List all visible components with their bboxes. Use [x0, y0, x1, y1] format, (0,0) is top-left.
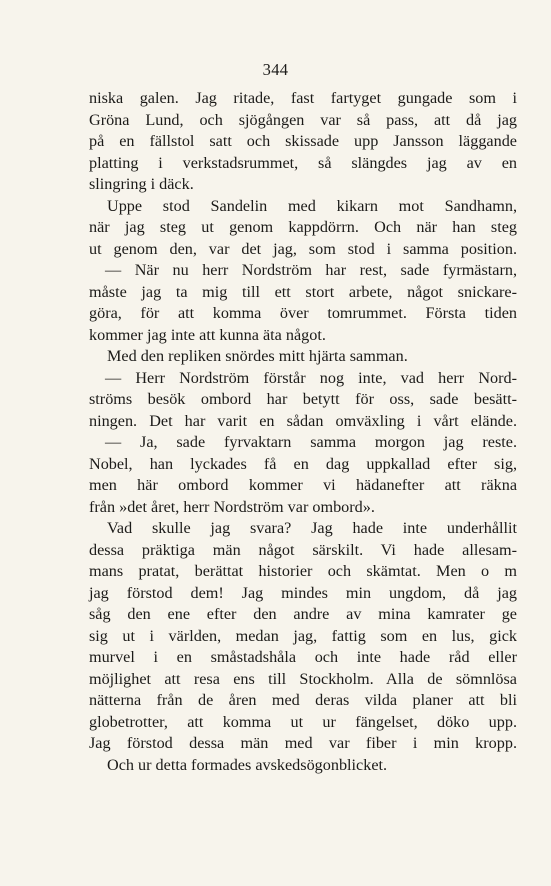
text-line: Nobel, han lyckades få en dag uppkallad efter sig, — [89, 454, 517, 473]
text-line: ströms besök ombord har betytt för oss, sade besätt- — [89, 390, 517, 408]
text-line: mans pratat, berättat historier och skämtat. Men o m — [89, 562, 517, 580]
text-line: ut genom den, var det jag, som stod i samma position. — [89, 239, 517, 258]
text-line: jag förstod dem! Jag mindes min ungdom, då jag — [89, 583, 517, 602]
text-line: kommer jag inte att kunna äta något. — [89, 325, 326, 344]
text-line: när jag steg ut genom kappdörrn. Och när han steg — [89, 218, 517, 236]
text-line: måste jag ta mig till ett stort arbete, något snickare- — [89, 282, 517, 301]
page-number: 344 — [262, 60, 289, 79]
text-line: sig ut i världen, medan jag, fattig som en lus, gick — [89, 626, 517, 645]
text-line: niska galen. Jag ritade, fast fartyget gungade som i — [89, 89, 517, 107]
text-line: på en fällstol satt och skissade upp Jansson läggande — [89, 132, 517, 150]
text-line: Jag förstod dessa män med var fiber i min kropp. — [89, 734, 517, 752]
text-line: möjlighet att resa ens till Stockholm. Alla de sömnlösa — [89, 669, 517, 688]
text-line: göra, för att komma över tomrummet. Första tiden — [89, 304, 517, 322]
body-text — [89, 88, 517, 776]
text-line: Med den repliken snördes mitt hjärta samman. — [107, 347, 408, 365]
text-line: — När nu herr Nordström har rest, sade fyrmästarn, — [105, 261, 517, 279]
text-line: Vad skulle jag svara? Jag hade inte underhållit — [107, 519, 517, 537]
text-line: — Herr Nordström förstår nog inte, vad herr Nord- — [105, 368, 517, 387]
text-line: — Ja, sade fyrvaktarn samma morgon jag reste. — [105, 433, 517, 451]
text-line: Uppe stod Sandelin med kikarn mot Sandhamn, — [107, 196, 517, 215]
text-line: från »det året, herr Nordström var ombord». — [89, 497, 375, 516]
text-line: murvel i en småstadshåla och inte hade råd eller — [89, 648, 517, 666]
text-line: dessa präktiga män något särskilt. Vi hade allesam- — [89, 540, 517, 559]
text-line: Gröna Lund, och sjögången var så pass, att då jag — [89, 110, 517, 129]
text-line: globetrotter, att komma ut ur fängelset, döko upp. — [89, 712, 517, 731]
text-line: ningen. Det har varit en sådan omväxling i vårt elände. — [89, 411, 517, 430]
text-line: slingring i däck. — [89, 175, 194, 193]
text-line: platting i verkstadsrummet, så slängdes jag av en — [89, 153, 517, 172]
text-line: men här ombord kommer vi hädanefter att räkna — [89, 476, 517, 494]
text-line: Och ur detta formades avskedsögonblicket. — [107, 755, 388, 774]
text-line: såg den ene efter den andre av mina kamrater ge — [89, 605, 517, 623]
text-line: nätterna från de åren med deras vilda planer att bli — [89, 691, 517, 709]
